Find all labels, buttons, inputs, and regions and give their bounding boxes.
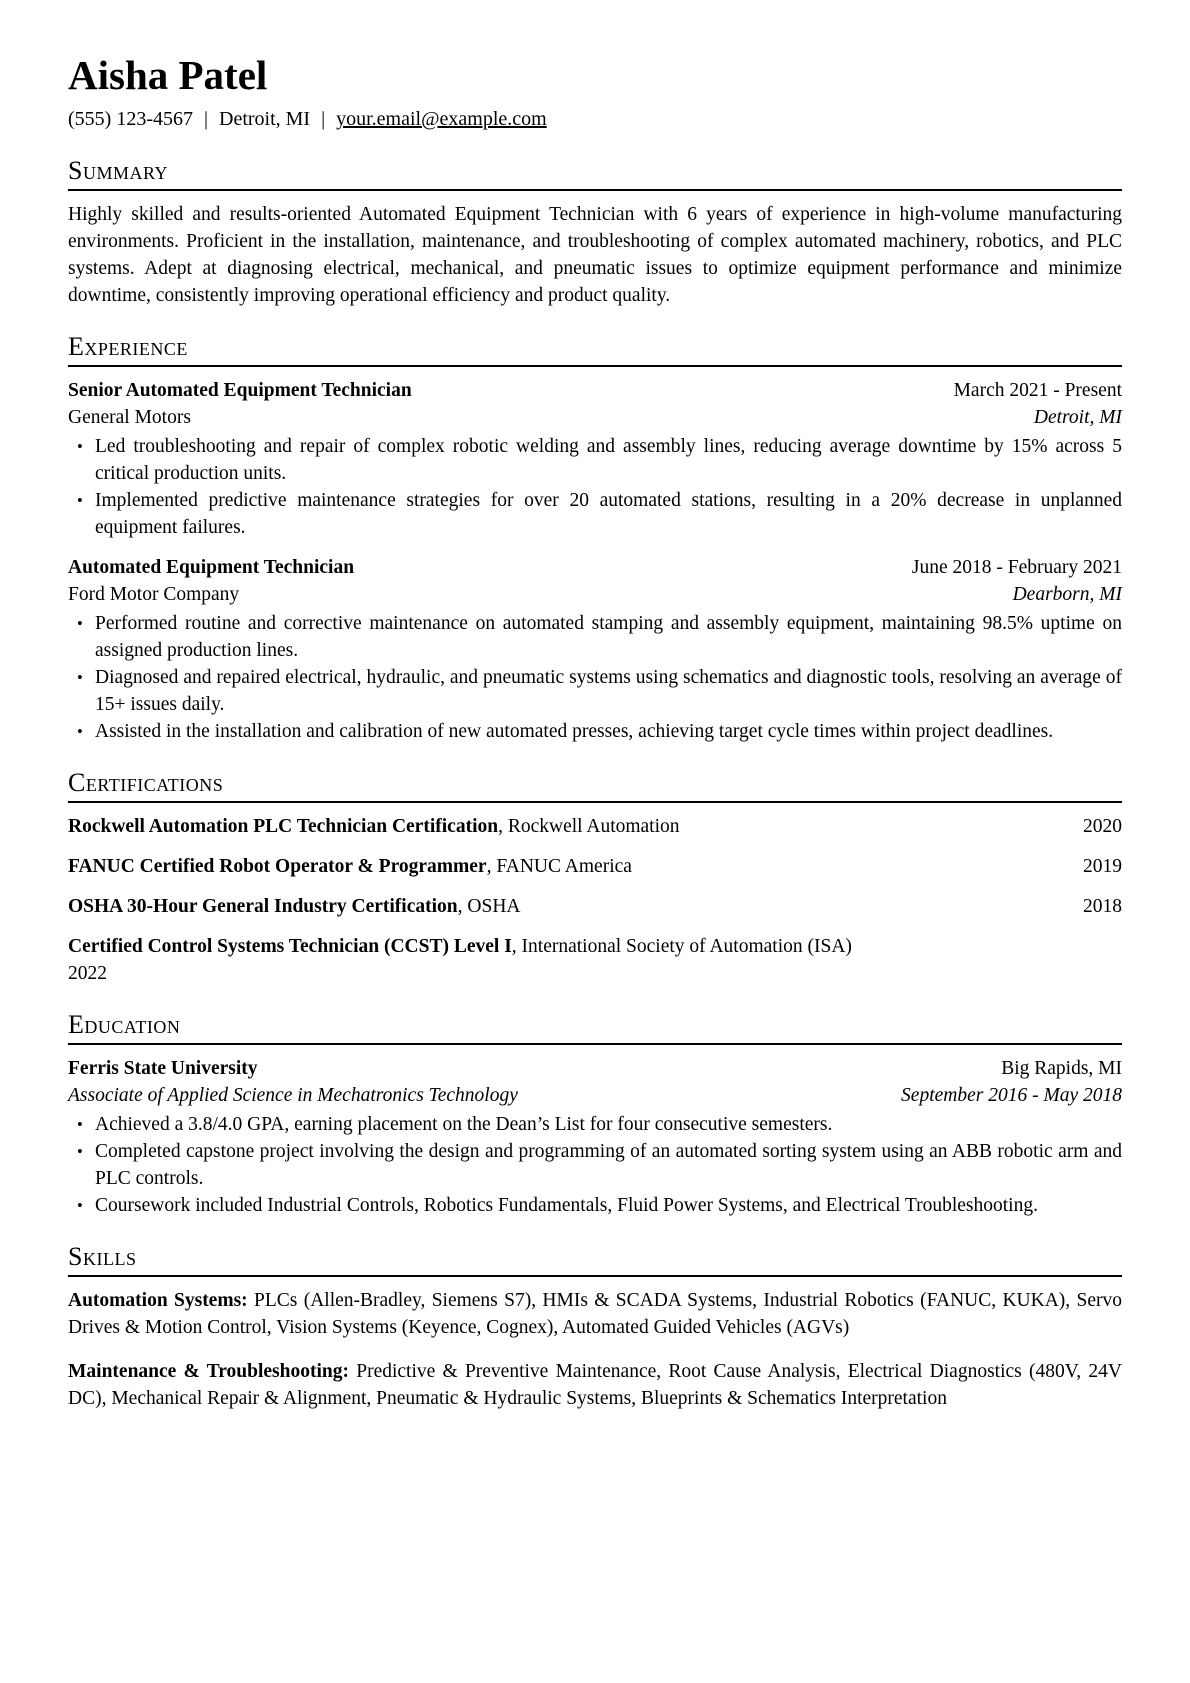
certification-text — [68, 853, 632, 880]
job-title: Senior Automated Equipment Technician — [68, 380, 412, 401]
school-name: Ferris State University — [68, 1058, 258, 1079]
skills-section-title: Skills — [68, 1242, 1122, 1277]
job-subheader-row — [68, 404, 1122, 431]
certification-row — [68, 813, 1122, 840]
job-location: Detroit, MI — [1033, 407, 1122, 428]
certification-name: Certified Control Systems Technician (CCST) Level I — [68, 936, 512, 957]
job-dates: June 2018 - February 2021 — [911, 557, 1122, 578]
certification-year: 2020 — [1083, 816, 1122, 837]
degree-name: Associate of Applied Science in Mechatronics Technology — [68, 1085, 518, 1106]
job-location: Dearborn, MI — [1012, 584, 1122, 605]
job-subheader-row — [68, 581, 1122, 608]
contact-line — [68, 106, 1122, 133]
certification-row — [68, 933, 1122, 987]
certification-year: 2022 — [68, 963, 107, 984]
summary-section-title: Summary — [68, 156, 1122, 191]
certification-issuer: , Rockwell Automation — [498, 816, 680, 837]
job-title: Automated Equipment Technician — [68, 557, 355, 578]
certification-issuer: , OSHA — [457, 896, 521, 917]
education-section-title: Education — [68, 1010, 1122, 1045]
job-header-row — [68, 554, 1122, 581]
certification-year: 2019 — [1083, 856, 1122, 877]
job-company: Ford Motor Company — [68, 584, 240, 605]
experience-section-title: Experience — [68, 332, 1122, 367]
contact-separator: | — [203, 108, 208, 130]
certification-name: FANUC Certified Robot Operator & Programmer — [68, 856, 487, 877]
skills-group-text: PLCs (Allen-Bradley, Siemens S7), HMIs & SCADA Systems, Industrial Robotics (FANUC, KUKA), Servo Drives & Motion Control, Vision Systems (Keyence, Cognex), Automated Guided Vehicles (AGVs) — [68, 1290, 1122, 1338]
certification-year: 2018 — [1083, 896, 1122, 917]
job-company: General Motors — [68, 407, 191, 428]
job-bullet: • Led troubleshooting and repair of complex robotic welding and assembly lines, reducing average downtime by 15% across 5 critical production units. — [68, 433, 1122, 487]
job-bullet: • Diagnosed and repaired electrical, hydraulic, and pneumatic systems using schematics and diagnostic tools, resolving an average of 15+ issues daily. — [68, 664, 1122, 718]
skills-group-label: Maintenance & Troubleshooting: — [68, 1361, 349, 1382]
school-entry — [68, 1055, 1122, 1219]
certification-issuer: , International Society of Automation (ISA) — [511, 936, 852, 957]
certification-issuer: , FANUC America — [486, 856, 632, 877]
section-education — [68, 1010, 1122, 1219]
school-header-row — [68, 1055, 1122, 1082]
certification-text — [68, 936, 852, 957]
skills-group-text: Predictive & Preventive Maintenance, Root Cause Analysis, Electrical Diagnostics (480V, 24V DC), Mechanical Repair & Alignment, Pneumatic & Hydraulic Systems, Blueprints & Schematics Interpretation — [68, 1361, 1122, 1409]
certification-name: Rockwell Automation PLC Technician Certification — [68, 816, 499, 837]
education-bullet: • Completed capstone project involving the design and programming of an automated sorting system using an ABB robotic arm and PLC controls. — [68, 1138, 1122, 1192]
certifications-section-title: Certifications — [68, 768, 1122, 803]
degree-row — [68, 1082, 1122, 1109]
section-experience — [68, 332, 1122, 745]
section-skills — [68, 1242, 1122, 1412]
job-bullet-list — [68, 433, 1122, 541]
person-name: Aisha Patel — [68, 52, 268, 98]
job-bullet-list — [68, 610, 1122, 745]
summary-text: Highly skilled and results-oriented Automated Equipment Technician with 6 years of experience in high-volume manufacturing environments. Proficient in the installation, maintenance, and troubleshooting of complex automated machinery, robotics, and PLC systems. Adept at diagnosing electrical, mechanical, and pneumatic issues to optimize equipment performance and minimize downtime, consistently improving operational efficiency and product quality. — [68, 204, 1122, 306]
contact-separator: | — [321, 108, 326, 130]
certification-text — [68, 893, 520, 920]
job-entry — [68, 554, 1122, 745]
job-bullet: • Implemented predictive maintenance strategies for over 20 automated stations, resulting in a 20% decrease in unplanned equipment failures. — [68, 487, 1122, 541]
skills-group — [68, 1287, 1122, 1341]
education-bullet: • Coursework included Industrial Controls, Robotics Fundamentals, Fluid Power Systems, and Electrical Troubleshooting. — [68, 1192, 1122, 1219]
education-dates: September 2016 - May 2018 — [901, 1085, 1122, 1106]
phone-number: (555) 123-4567 — [68, 108, 193, 130]
certification-name: OSHA 30-Hour General Industry Certification — [68, 896, 458, 917]
skills-group — [68, 1358, 1122, 1412]
school-location: Big Rapids, MI — [1001, 1058, 1122, 1079]
job-bullet: • Performed routine and corrective maintenance on automated stamping and assembly equipment, maintaining 98.5% uptime on assigned production lines. — [68, 610, 1122, 664]
job-bullet: • Assisted in the installation and calibration of new automated presses, achieving target cycle times within project deadlines. — [68, 718, 1122, 745]
email-link[interactable]: your.email@example.com — [336, 108, 547, 130]
section-summary — [68, 156, 1122, 309]
education-bullet-list — [68, 1111, 1122, 1219]
contact-location: Detroit, MI — [219, 108, 311, 130]
certification-row — [68, 853, 1122, 880]
certification-row — [68, 893, 1122, 920]
section-certifications — [68, 768, 1122, 987]
job-entry — [68, 377, 1122, 541]
skills-group-label: Automation Systems: — [68, 1290, 248, 1311]
job-dates: March 2021 - Present — [953, 380, 1122, 401]
certification-text — [68, 813, 680, 840]
job-header-row — [68, 377, 1122, 404]
education-bullet: • Achieved a 3.8/4.0 GPA, earning placement on the Dean’s List for four consecutive semesters. — [68, 1111, 1122, 1138]
